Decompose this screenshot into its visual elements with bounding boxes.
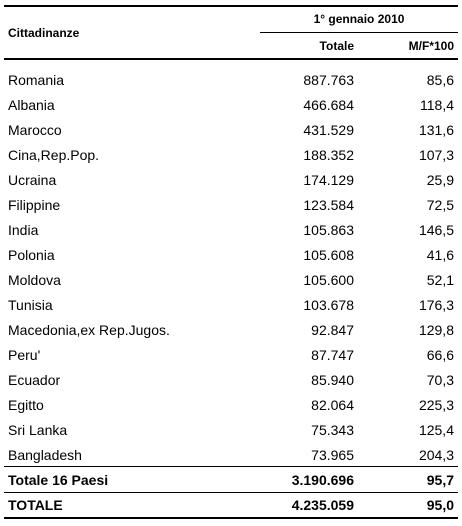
row-total: 466.684 [303,97,354,113]
row-total: 82.064 [311,397,354,413]
row-country: Romania [8,72,65,88]
table-row [4,318,458,343]
row-ratio: 129,8 [418,322,454,338]
row-ratio: 118,4 [420,97,454,113]
table-row [4,443,458,468]
table-row [4,143,458,168]
row-country: Egitto [8,397,44,413]
row-ratio: 25,9 [426,172,454,188]
table-row [4,218,458,243]
grand-total-ratio: 95,0 [426,497,454,513]
table-row [4,93,458,118]
header-country: Cittadinanze [8,26,80,40]
row-total: 85.940 [311,372,354,388]
subtotal-label: Totale 16 Paesi [8,472,109,488]
grand-total-total: 4.235.059 [291,497,354,513]
row-total: 174.129 [303,172,354,188]
row-total: 87.747 [311,347,354,363]
table-row [4,293,458,318]
table-row [4,68,458,93]
row-total: 92.847 [311,322,354,338]
bottom-rule [4,517,458,519]
header-group-rule [260,32,458,33]
table-row [4,393,458,418]
row-ratio: 176,3 [418,297,454,313]
table-row [4,268,458,293]
grand-total-row [4,493,458,518]
table-row [4,168,458,193]
row-ratio: 52,1 [426,272,454,288]
row-ratio: 131,6 [418,122,454,138]
row-total: 105.608 [303,247,354,263]
subtotal-ratio: 95,7 [426,472,454,488]
row-country: Tunisia [8,297,53,313]
row-total: 188.352 [303,147,354,163]
header-bottom-rule [4,58,458,60]
row-country: Bangladesh [8,447,82,463]
subtotal-row [4,468,458,493]
row-country: Ecuador [8,372,61,388]
header-date-group: 1° gennaio 2010 [313,12,405,26]
row-total: 105.600 [303,272,354,288]
row-country: Moldova [8,272,61,288]
subtotal-rule [4,466,458,467]
row-total: 75.343 [311,422,354,438]
row-total: 105.863 [303,222,354,238]
row-total: 73.965 [311,447,354,463]
table-row [4,368,458,393]
row-country: Filippine [8,197,61,213]
row-country: Sri Lanka [8,422,68,438]
row-ratio: 204,3 [418,447,454,463]
row-country: Polonia [8,247,55,263]
row-ratio: 41,6 [426,247,454,263]
row-ratio: 70,3 [426,372,454,388]
row-ratio: 66,6 [426,347,454,363]
row-ratio: 107,3 [418,147,454,163]
row-total: 431.529 [303,122,354,138]
row-ratio: 85,6 [426,72,454,88]
header-total: Totale [319,39,354,53]
table-row [4,343,458,368]
table-row [4,193,458,218]
row-ratio: 225,3 [418,397,454,413]
row-country: Peru' [8,347,41,363]
row-ratio: 72,5 [426,197,454,213]
row-country: Macedonia,ex Rep.Jugos. [8,322,170,338]
row-ratio: 125,4 [418,422,454,438]
row-country: India [8,222,39,238]
subtotal-total: 3.190.696 [291,472,354,488]
grand-total-label: TOTALE [8,497,63,513]
table-row [4,418,458,443]
row-total: 103.678 [303,297,354,313]
table-row [4,118,458,143]
table-row [4,243,458,268]
row-country: Ucraina [8,172,57,188]
row-country: Cina,Rep.Pop. [8,147,100,163]
row-country: Marocco [8,122,62,138]
top-rule [4,5,458,7]
row-total: 887.763 [303,72,354,88]
row-country: Albania [8,97,55,113]
header-ratio: M/F*100 [408,39,454,53]
row-ratio: 146,5 [418,222,454,238]
row-total: 123.584 [303,197,354,213]
